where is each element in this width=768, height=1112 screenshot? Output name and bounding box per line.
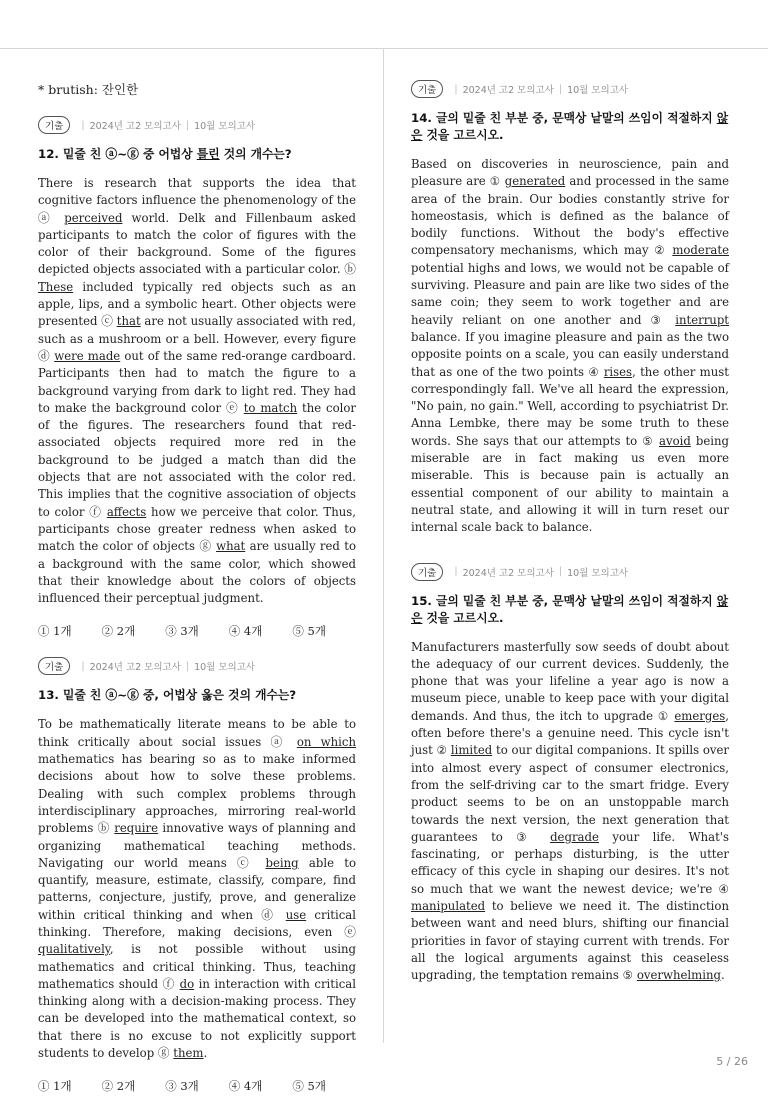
question-meta [411, 563, 729, 581]
footnote: * brutish: 잔인한 [38, 82, 139, 97]
passage-text: balance. If you imagine pleasure and pain as the two opposite points on a scale, you can easily understand that as one of the two points ④ [411, 329, 729, 379]
underlined-phrase: limited [450, 743, 493, 758]
title-text: 것의 개수는? [219, 147, 292, 161]
question-title [411, 110, 729, 144]
passage-text: , is not possible without using mathematics and critical thinking. Thus, teaching mathematics should ⓕ [38, 942, 356, 991]
passage-text: There is research that supports the idea that cognitive factors influence the phenomenology of the ⓐ [38, 176, 356, 225]
title-emphasis: 않은 [411, 593, 729, 625]
question-meta [38, 116, 356, 134]
passage-text: how we perceive that color. Thus, participants chose greater redness when asked to match the color of objects ⓖ [38, 504, 356, 554]
meta-separator: | [454, 83, 458, 95]
meta-separator: | [185, 119, 190, 131]
passage-text: . [721, 968, 725, 983]
underlined-phrase: that [116, 314, 141, 329]
choice-4[interactable]: ④ 4개 [228, 624, 263, 639]
passage-text: able to quantify, measure, estimate, classify, compare, find patterns, conjecture, justify, prove, and generalize within critical thinking and when ⓓ [38, 855, 356, 922]
underlined-phrase: use [285, 907, 307, 922]
underlined-phrase: require [114, 821, 159, 836]
passage-text: out of the same red-orange cardboard. Participants then had to match the figure to a background varying from dark to light red. They had to make the background color ⓔ [38, 348, 356, 415]
title-text: 12. 밑줄 친 ⓐ~ⓖ 중 어법상 [38, 147, 197, 161]
exam-month: 10월 모의고사 [194, 662, 256, 674]
title-text: 것을 고르시오. [422, 610, 504, 625]
answer-choices [38, 1078, 356, 1094]
choice-3[interactable]: ③ 3개 [165, 624, 199, 639]
passage-text: to our digital companions. It spills over into almost every aspect of consumer electronics, from the self-driving car to the smart fridge. Every product seems to be on an unstoppable march towards the next version, the next generation that guarantees to ③ [411, 743, 729, 844]
passage-text: mathematics has bearing so as to make informed decisions about how to solve these problems. Dealing with such complex problems through interdisciplinary approaches, mirroring real-world problems ⓑ [38, 752, 356, 836]
passage-text: , the other must correspondingly fall. We've all heard the expression, "No pain, no gain." Well, according to psychiatrist Dr. Anna Lembke, there may be some truth to these words. She says that our attempts to ⑤ [411, 364, 729, 448]
passage-text: in interaction with critical thinking along with a decision-making process. They can be developed into the mathematical context, so that there is no excuse to not explicitly support students to develop ⓖ [38, 976, 356, 1061]
page-number: 5 / 26 [716, 1055, 748, 1068]
passage-text: included typically red objects such as an apple, lips, and a symbolic heart. Other objects were presented ⓒ [38, 279, 356, 329]
choice-2[interactable]: ② 2개 [101, 624, 136, 639]
title-text: 것을 고르시오. [422, 128, 504, 142]
passage-text: to believe we need it. The distinction between want and need blurs, shifting our financial priorities in favor of staying current with trends. For all the logical arguments against this ceaseless upgrading, the temptation remains ⑤ [411, 898, 729, 983]
question-title [38, 146, 356, 163]
passage-text: world. Delk and Fillenbaum asked participants to match the color of figures with the color of their background. Some of the figures depicted objects associated with a particular color. ⓑ [38, 210, 356, 277]
underlined-phrase: rises [603, 364, 633, 379]
underlined-phrase: interrupt [675, 312, 729, 327]
question-15 [411, 563, 729, 985]
passage-text: innovative ways of planning and organizing mathematical teaching methods. Navigating our world means ⓒ [38, 821, 356, 870]
underlined-phrase: on which [296, 734, 356, 749]
passage-text: and processed in the same area of the brain. Our bodies constantly strive for homeostasis, which is defined as the balance of bodily functions. Without the body's effective compensatory mechanisms, which may ② [411, 174, 729, 258]
passage [411, 156, 729, 537]
meta-separator: | [185, 660, 190, 672]
exam-month: 10월 모의고사 [194, 121, 256, 132]
passage-text: being miserable are in fact making us even more miserable. This is because pain is actually an essential component of our ability to maintain a neutral state, and allowing it will in turn reset our internal scale back to balance. [411, 433, 729, 535]
passage-text: , often before there's a genuine need. This cycle isn't just ② [411, 708, 729, 758]
passage [38, 175, 356, 607]
question-12 [38, 116, 356, 639]
underlined-phrase: generated [504, 174, 566, 189]
title-emphasis: 틀린 [196, 147, 220, 161]
exam-year: 2024년 고2 모의고사 [462, 567, 554, 579]
question-meta [411, 80, 729, 98]
underlined-phrase: perceived [64, 210, 123, 225]
underlined-phrase: manipulated [411, 898, 486, 913]
underlined-phrase: do [179, 976, 195, 991]
underlined-phrase: what [216, 539, 246, 554]
question-13 [38, 657, 356, 1094]
passage [38, 716, 356, 1062]
passage-text: your life. What's fascinating, or perhaps disturbing, is the utter efficacy of this cycle in shaping our desires. It's not so much that we want the newest device; we're ④ [411, 829, 729, 896]
right-column [411, 60, 729, 984]
title-text: 15. 글의 밑줄 친 부분 중, 문맥상 낱말의 쓰임이 적절하지 [411, 593, 717, 608]
left-column [38, 60, 356, 1112]
question-14 [411, 80, 729, 537]
title-emphasis: 않은 [411, 111, 729, 142]
passage-text: the color of the figures. The researchers found that red-associated objects required more red in the background to be judged a match than did the objects that are not associated with the color red. This implies that the cognitive association of objects to color ⓕ [38, 400, 356, 519]
source-badge: 기출 [38, 657, 70, 675]
answer-choices [38, 623, 356, 639]
passage [411, 639, 729, 985]
passage-text: Manufacturers masterfully sow seeds of doubt about the adequacy of our current devices. Suddenly, the phone that was your lifeline a year ago is now a museum piece, unable to keep pace with your digital demands. And thus, the itch to upgrade ① [411, 639, 729, 723]
passage-text: To be mathematically literate means to be able to think critically about social issues ⓐ [38, 717, 356, 749]
exam-year: 2024년 고2 모의고사 [89, 662, 181, 674]
underlined-phrase: affects [106, 504, 147, 519]
choice-5[interactable]: ⑤ 5개 [292, 624, 326, 639]
title-text: 14. 글의 밑줄 친 부분 중, 문맥상 낱말의 쓰임이 적절하지 [411, 111, 717, 125]
underlined-phrase: qualitatively [38, 942, 110, 957]
choice-2[interactable]: ② 2개 [101, 1079, 136, 1094]
question-meta [38, 657, 356, 675]
exam-year: 2024년 고2 모의고사 [89, 121, 181, 132]
passage-text: potential highs and lows, we would not be capable of surviving. Pleasure and pain are like two sides of the same coin; they seem to work together and are heavily reliant on one another and ③ [411, 260, 729, 327]
underlined-phrase: them [173, 1046, 204, 1061]
choice-5[interactable]: ⑤ 5개 [292, 1079, 326, 1094]
column-divider [383, 48, 384, 1043]
title-text: 13. 밑줄 친 ⓐ~ⓖ 중, 어법상 옳은 것의 개수는? [38, 688, 297, 703]
underlined-phrase: being [265, 855, 299, 870]
passage-text: are usually red to a background with the same color, which showed that their knowledge about the colors of objects influenced their perceptual judgment. [38, 539, 356, 606]
exam-month: 10월 모의고사 [567, 567, 629, 579]
underlined-phrase: were made [54, 348, 121, 363]
source-badge: 기출 [411, 80, 443, 98]
passage-text: are not usually associated with red, such as a mushroom or a bell. However, every figure ⓓ [38, 314, 356, 363]
meta-separator: | [454, 566, 458, 578]
exam-year: 2024년 고2 모의고사 [462, 85, 554, 96]
source-badge: 기출 [411, 563, 443, 581]
underlined-phrase: degrade [550, 829, 599, 844]
choice-4[interactable]: ④ 4개 [228, 1079, 263, 1094]
underlined-phrase: moderate [672, 243, 729, 258]
meta-separator: | [558, 83, 563, 95]
meta-separator: | [81, 119, 85, 131]
choice-1[interactable]: ① 1개 [38, 624, 72, 639]
underlined-phrase: overwhelming [636, 968, 722, 983]
meta-separator: | [81, 660, 85, 672]
exam-month: 10월 모의고사 [567, 85, 629, 96]
meta-separator: | [558, 566, 563, 578]
choice-3[interactable]: ③ 3개 [165, 1079, 199, 1094]
top-rule [0, 48, 768, 49]
question-title [38, 687, 356, 704]
passage-text: critical thinking. Therefore, making decisions, even ⓔ [38, 907, 356, 939]
underlined-phrase: to match [243, 400, 298, 415]
passage-text: Based on discoveries in neuroscience, pain and pleasure are ① [411, 157, 729, 189]
underlined-phrase: avoid [659, 433, 691, 448]
underlined-phrase: These [38, 279, 74, 294]
passage-text: . [203, 1046, 208, 1061]
underlined-phrase: emerges [674, 708, 726, 723]
source-badge: 기출 [38, 116, 70, 134]
question-title [411, 593, 729, 627]
choice-1[interactable]: ① 1개 [38, 1079, 72, 1094]
